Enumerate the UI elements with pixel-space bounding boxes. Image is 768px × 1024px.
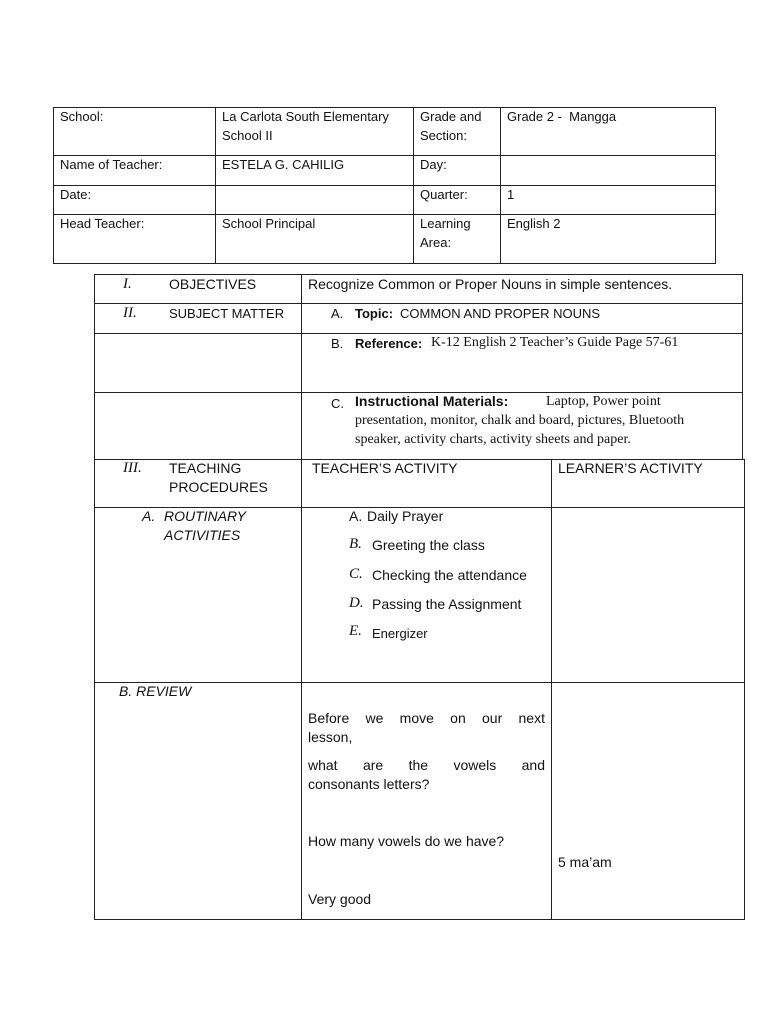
- objectives-label: OBJECTIVES: [169, 276, 257, 292]
- cell-quarter-value: [500, 185, 716, 215]
- review-question-3: How many vowels do we have?: [308, 833, 505, 849]
- routine-item-letter: D.: [349, 595, 364, 611]
- teacher-activity-header: TEACHER’S ACTIVITY: [312, 460, 458, 476]
- routine-item-letter: B.: [349, 536, 362, 552]
- head-teacher-value: School Principal: [222, 216, 316, 231]
- learner-activity-header: LEARNER’S ACTIVITY: [558, 460, 703, 476]
- materials-line3: speaker, activity charts, activity sheets and paper.: [355, 432, 631, 447]
- reference-label: Reference:: [355, 336, 423, 351]
- school-value-line1: La Carlota South Elementary: [222, 109, 389, 124]
- subject-numeral: II.: [123, 305, 137, 321]
- procedures-label-line2: PROCEDURES: [169, 479, 268, 495]
- routine-item-letter: A.: [349, 508, 363, 524]
- cell-review-learner: [551, 682, 745, 920]
- reference-value: K-12 English 2 Teacher’s Guide Page 57-61: [431, 335, 679, 350]
- review-question-1-line2: lesson,: [308, 729, 353, 745]
- grade-label-line2: Section:: [420, 128, 467, 143]
- routine-item-text: Passing the Assignment: [372, 596, 522, 612]
- routine-letter: A.: [142, 508, 156, 524]
- review-answer: 5 ma’am: [558, 854, 612, 870]
- learning-area-value: English 2: [507, 216, 561, 231]
- review-question-1-line1: Before we move on our next: [308, 710, 545, 726]
- grade-label-line1: Grade and: [420, 109, 482, 124]
- materials-letter: C.: [331, 396, 344, 411]
- review-label: B. REVIEW: [119, 683, 192, 699]
- procedures-numeral: III.: [123, 460, 142, 476]
- objectives-text: Recognize Common or Proper Nouns in simple sentences.: [308, 276, 673, 292]
- routine-item-text: Daily Prayer: [367, 508, 444, 524]
- routine-item-letter: C.: [349, 566, 363, 582]
- subject-label: SUBJECT MATTER: [169, 306, 285, 321]
- materials-label: Instructional Materials:: [355, 393, 509, 409]
- review-question-2-line2: consonants letters?: [308, 776, 430, 792]
- teacher-label: Name of Teacher:: [60, 157, 163, 172]
- topic-letter: A.: [331, 306, 344, 321]
- routine-item-text: Checking the attendance: [372, 567, 527, 583]
- cell-review-label: [94, 682, 302, 920]
- routine-label-line1: ROUTINARY: [164, 508, 246, 524]
- quarter-value: 1: [507, 187, 515, 202]
- topic-label: Topic:: [355, 306, 394, 321]
- routine-item-text: Energizer: [372, 626, 428, 641]
- objectives-numeral: I.: [123, 276, 132, 292]
- materials-line2: presentation, monitor, chalk and board, pictures, Bluetooth: [355, 413, 685, 428]
- cell-date-value: [215, 185, 414, 215]
- cell-routine-learner: [551, 507, 745, 683]
- quarter-label: Quarter:: [420, 187, 468, 202]
- cell-day-value: [500, 155, 716, 186]
- routine-label-line2: ACTIVITIES: [164, 527, 241, 543]
- school-value-line2: School II: [222, 128, 273, 143]
- head-teacher-label: Head Teacher:: [60, 216, 145, 231]
- learning-area-label-line2: Area:: [420, 235, 452, 250]
- reference-letter: B.: [331, 336, 344, 351]
- routine-item-letter: E.: [349, 623, 362, 639]
- learning-area-label-line1: Learning: [420, 216, 471, 231]
- review-praise: Very good: [308, 891, 372, 907]
- cell-blank-reference: [94, 333, 302, 393]
- topic-value: COMMON AND PROPER NOUNS: [400, 306, 601, 321]
- cell-blank-materials: [94, 392, 302, 460]
- review-question-2-line1: what are the vowels and: [308, 757, 545, 773]
- grade-value: Grade 2 - Mangga: [507, 109, 617, 124]
- teacher-value: ESTELA G. CAHILIG: [222, 157, 345, 172]
- procedures-label-line1: TEACHING: [169, 460, 242, 476]
- routine-item-text: Greeting the class: [372, 537, 485, 553]
- date-label: Date:: [60, 187, 92, 202]
- materials-line1: Laptop, Power point: [546, 394, 661, 409]
- school-label: School:: [60, 109, 104, 124]
- day-label: Day:: [420, 157, 447, 172]
